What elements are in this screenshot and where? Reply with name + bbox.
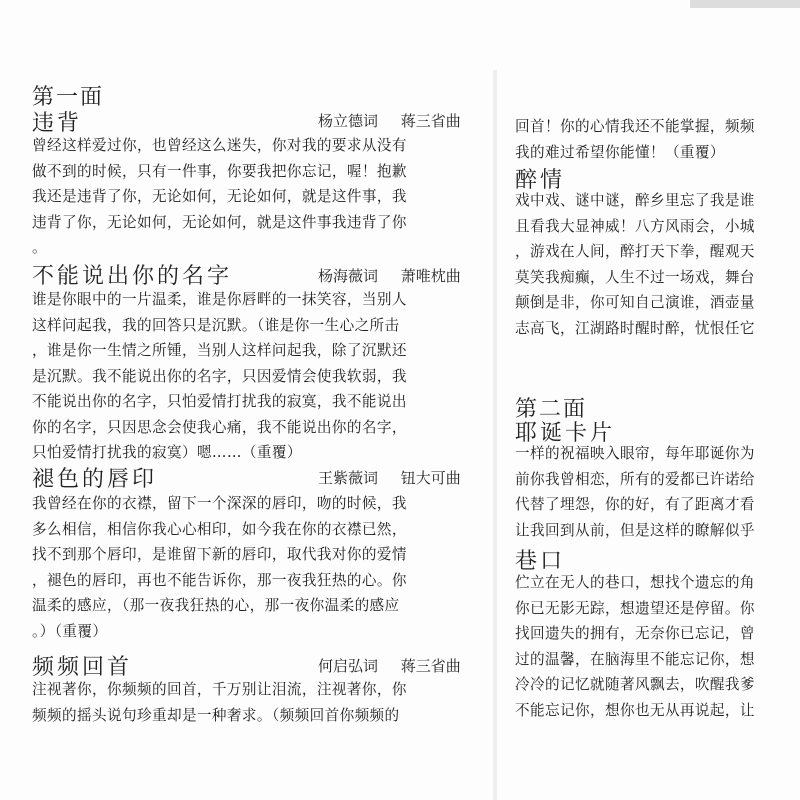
lyric-line: 我曾经在你的衣襟，留下一个深深的唇印，吻的时候，我 [32, 495, 407, 512]
lyric-line: 你已无影无踪，想遗望还是停留。你 [515, 599, 755, 617]
lyric-line: 只怕爱情打扰我的寂寞）嗯……（重覆） [32, 444, 302, 461]
lyric-line: 莫笑我痴癫，人生不过一场戏，舞台 [515, 268, 755, 286]
lyric-line: 温柔的感应，（那一夜我狂热的心，那一夜你温柔的感应 [32, 597, 400, 614]
song-credits: 何启弘词 蒋三省曲 [318, 657, 461, 675]
lyrics-block [32, 287, 492, 466]
lyrics-continuation [515, 114, 800, 165]
lyrics-block [32, 133, 492, 261]
song-title: 频频回首 [32, 655, 133, 680]
side-label: 第一面 [32, 85, 105, 110]
lyric-line: 一样的祝福映入眼帘，每年耶诞你为 [515, 445, 755, 462]
song-title: 巷口 [515, 549, 566, 574]
lyric-line: 我的难过希望你能懂！（重覆） [515, 143, 725, 161]
page-fold [493, 70, 497, 800]
lyric-line: 找回遗失的拥有，无奈你已忘记，曾 [515, 625, 755, 642]
lyric-line: 。 [32, 239, 47, 256]
song-title: 违背 [32, 111, 83, 136]
lyric-line: 过的温馨，在脑海里不能忘记你，想 [515, 650, 755, 668]
lyric-line: 注视著你，你频频的回首，千万别让泪流，注视著你，你 [32, 681, 407, 698]
lyric-line: 频频的摇头说句珍重却是一种奢求。（频频回首你频频的 [32, 706, 400, 724]
lyric-line: 多么相信，相信你我心心相印，如今我在你的衣襟已然， [32, 520, 407, 538]
lyric-line: ，谁是你一生情之所锺，当别人这样问起我，除了沉默还 [32, 342, 407, 359]
lyric-line: 戏中戏、谜中谜，醉乡里忘了我是谁 [515, 192, 755, 209]
lyric-line: 志高飞，江湖路时醒时醉，忧恨任它 [515, 319, 755, 337]
lyric-line: 我还是违背了你，无论如何，无论如何，就是这件事，我 [32, 188, 407, 205]
lyric-line: 曾经这样爱过你，也曾经这么迷失，你对我的要求从没有 [32, 137, 407, 154]
lyric-line: 颠倒是非，你可知自己演谁，酒壶量 [515, 294, 755, 311]
song-credits: 杨立德词 蒋三省曲 [318, 112, 461, 130]
scan-smudge [690, 0, 800, 8]
lyrics-block [32, 491, 492, 644]
song-title: 褪色的唇印 [32, 467, 158, 492]
lyric-line: 不能说出你的名字，只怕爱情打扰我的寂寞，我不能说出 [32, 393, 407, 410]
lyric-line: 谁是你眼中的一片温柔，谁是你唇畔的一抹笑容，当别人 [32, 291, 407, 308]
lyric-line: 。）（重覆） [32, 622, 108, 640]
lyric-line: 且看我大显神威！八方风雨会，小城 [515, 217, 755, 235]
lyrics-block [515, 570, 800, 723]
song-title: 耶诞卡片 [515, 421, 616, 446]
song-credits: 杨海薇词 萧唯枕曲 [318, 267, 461, 285]
lyric-line: 你的名字，只因思念会使我心痛，我不能说出你的名字， [32, 418, 407, 436]
lyric-line: 是沉默。我不能说出你的名字，只因爱情会使我软弱，我 [32, 367, 407, 385]
lyrics-block [32, 677, 492, 728]
lyric-line: 代替了埋怨，你的好，有了距离才看 [515, 496, 755, 513]
song-credits: 王紫薇词 钮大可曲 [318, 469, 461, 487]
lyric-line: 做不到的时候，只有一件事，你要我把你忘记，喔！抱歉 [32, 162, 407, 180]
lyric-line: 违背了你，无论如何，无论如何，就是这件事我违背了你 [32, 213, 407, 231]
lyric-line: 回首！你的心情我还不能掌握，频频 [515, 118, 755, 135]
lyric-line: 不能忘记你，想你也无从再说起，让 [515, 701, 755, 719]
lyric-line: 前你我曾相恋，所有的爱都已许诺给 [515, 470, 755, 488]
song-title: 不能说出你的名字 [32, 264, 233, 289]
lyric-line: 冷冷的记忆就随著风飘去，吹醒我爹 [515, 676, 755, 693]
lyric-line: 这样问起我，我的回答只是沉默。（谁是你一生心之所击 [32, 316, 400, 334]
side-label: 第二面 [515, 397, 588, 422]
lyrics-block [515, 188, 800, 341]
lyric-line: 找不到那个唇印，是谁留下新的唇印，取代我对你的爱情 [32, 546, 407, 563]
lyric-line: ，游戏在人间，醉打天下拳，醒观天 [515, 243, 755, 260]
lyric-line: 让我回到从前，但是这样的瞭解似乎 [515, 521, 755, 539]
lyrics-block [515, 441, 800, 543]
song-title: 醉情 [515, 168, 566, 193]
lyric-line: 伫立在无人的巷口，想找个遗忘的角 [515, 574, 755, 591]
lyric-line: ，褪色的唇印，再也不能告诉你，那一夜我狂热的心。你 [32, 571, 407, 589]
